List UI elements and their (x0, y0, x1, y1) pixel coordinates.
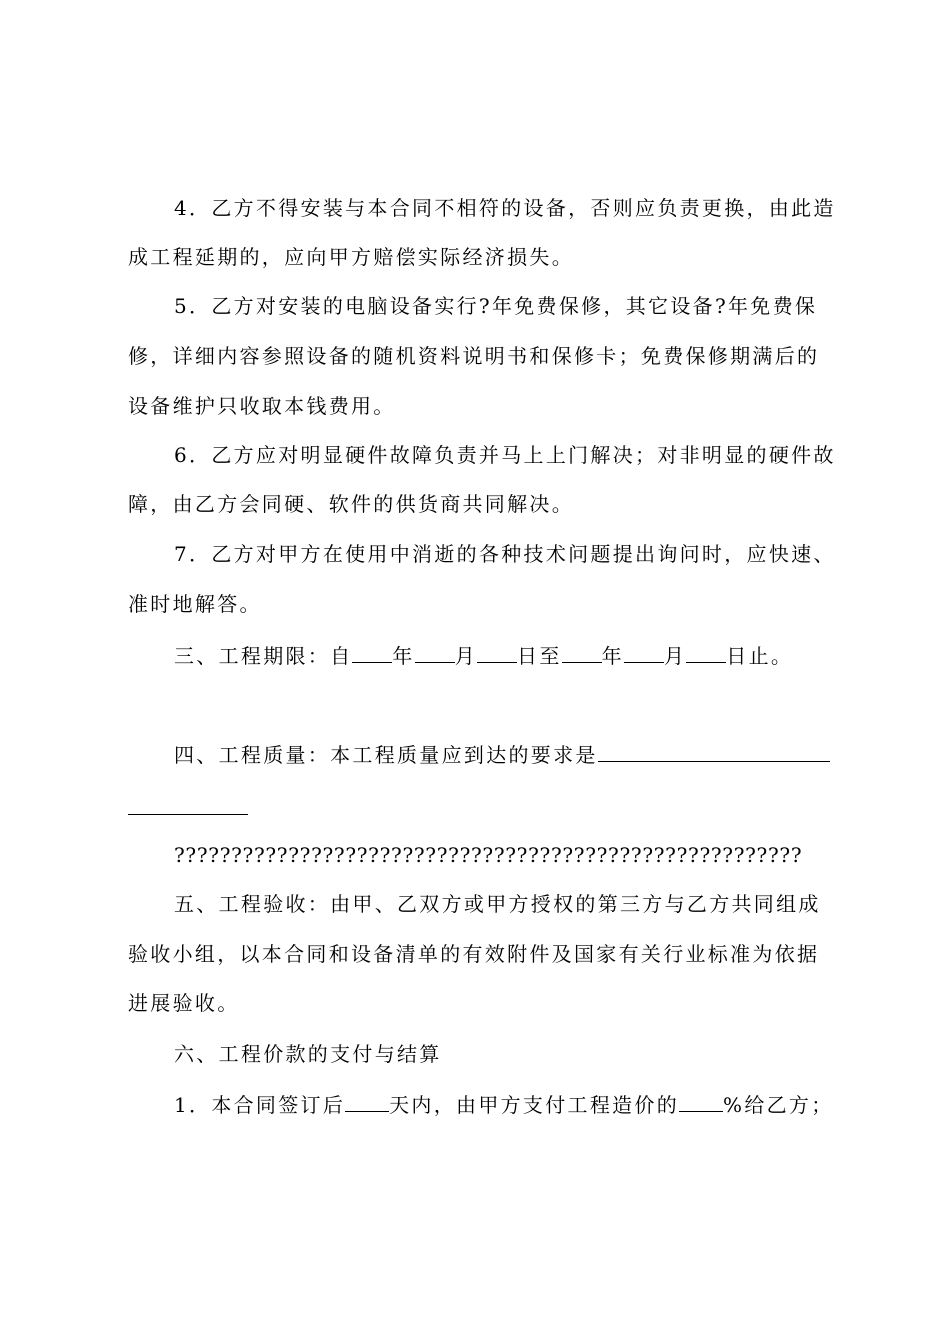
quality-requirement-blank-continued (128, 814, 248, 815)
clause-7-line-2: 准时地解答。 (128, 592, 262, 616)
quality-label: 四、工程质量：本工程质量应到达的要求是 (174, 743, 598, 767)
clause-5-line-3: 设备维护只收取本钱费用。 (128, 394, 396, 418)
payment-label-3: %给乙方； (723, 1093, 834, 1117)
end-year-blank (562, 642, 602, 663)
end-label: 日止。 (726, 644, 794, 668)
quality-requirement-blank (598, 741, 830, 762)
start-month-blank (415, 642, 455, 663)
section-6-clause-1 (174, 1091, 834, 1119)
payment-label-1: 1．本合同签订后 (174, 1093, 346, 1117)
question-mark-line: ??????????????????????????????????????????????????????? (174, 843, 803, 867)
days-blank (345, 1091, 389, 1112)
clause-4-line-2: 成工程延期的，应向甲方赔偿实际经济损失。 (128, 245, 574, 269)
section-5-line-1: 五、工程验收：由甲、乙双方或甲方授权的第三方与乙方共同组成 (174, 892, 821, 916)
end-day-blank (686, 642, 726, 663)
section-4-project-quality (174, 741, 830, 769)
start-day-blank (477, 642, 517, 663)
clause-5-line-2: 修，详细内容参照设备的随机资料说明书和保修卡；免费保修期满后的 (128, 344, 820, 368)
clause-6-line-2: 障，由乙方会同硬、软件的供货商共同解决。 (128, 492, 574, 516)
section-5-line-3: 进展验收。 (128, 991, 240, 1015)
section-6-heading: 六、工程价款的支付与结算 (174, 1042, 442, 1066)
payment-label-2: 天内，由甲方支付工程造价的 (389, 1093, 680, 1117)
section-5-line-2: 验收小组，以本合同和设备清单的有效附件及国家有关行业标准为依据 (128, 942, 820, 966)
year-label: 年 (392, 644, 415, 668)
section-3-project-term (174, 642, 793, 670)
month-label-2: 月 (663, 644, 687, 668)
month-label: 月 (454, 644, 478, 668)
term-label: 三、工程期限：自 (174, 644, 353, 668)
end-month-blank (624, 642, 664, 663)
day-to-label: 日至 (517, 644, 562, 668)
start-year-blank (352, 642, 392, 663)
clause-4-line-1: 4．乙方不得安装与本合同不相符的设备，否则应负责更换，由此造 (174, 196, 836, 220)
clause-7-line-1: 7．乙方对甲方在使用中消逝的各种技术问题提出询问时，应快速、 (174, 542, 836, 566)
percent-blank (679, 1091, 723, 1112)
clause-5-line-1: 5．乙方对安装的电脑设备实行?年免费保修，其它设备?年免费保 (174, 294, 818, 318)
year-label-2: 年 (601, 644, 624, 668)
clause-6-line-1: 6．乙方应对明显硬件故障负责并马上上门解决；对非明显的硬件故 (174, 443, 836, 467)
